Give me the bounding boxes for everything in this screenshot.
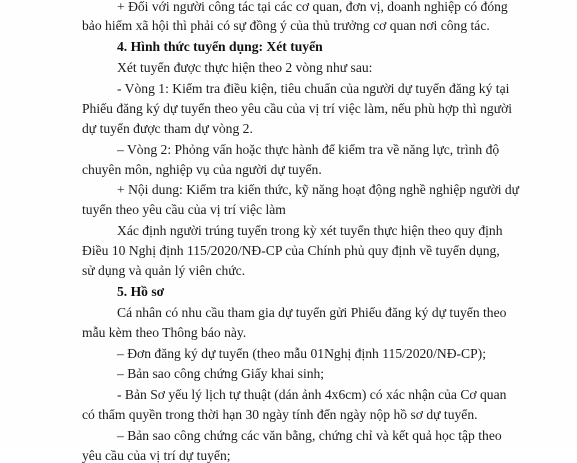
text-line: Xét tuyển được thực hiện theo 2 vòng như sau:	[117, 60, 373, 75]
section-heading: 4. Hình thức tuyển dụng: Xét tuyển	[117, 39, 323, 54]
text-line: tuyển theo yêu cầu của vị trí việc làm	[82, 202, 286, 217]
text-line: - Vòng 1: Kiểm tra điều kiện, tiêu chuẩn của người dự tuyển đăng ký tại	[117, 81, 510, 96]
text-line: Cá nhân có nhu cầu tham gia dự tuyển gửi Phiếu đăng ký dự tuyển theo	[117, 305, 507, 320]
text-line: dự tuyển được tham dự vòng 2.	[82, 121, 253, 136]
text-line: – Đơn đăng ký dự tuyển (theo mẫu 01Nghị định 115/2020/NĐ-CP);	[117, 346, 486, 361]
text-line: - Bản Sơ yếu lý lịch tự thuật (dán ảnh 4x6cm) có xác nhận của Cơ quan	[117, 387, 507, 402]
text-line: bảo hiểm xã hội thì phải có sự đồng ý của thủ trưởng cơ quan nơi công tác.	[82, 18, 490, 33]
text-line: có thẩm quyền trong thời hạn 30 ngày tính đến ngày nộp hồ sơ dự tuyển.	[82, 407, 478, 422]
section-heading: 5. Hồ sơ	[117, 284, 165, 299]
text-line: – Bản sao công chứng Giấy khai sinh;	[117, 366, 325, 381]
text-line: Phiếu đăng ký dự tuyển theo yêu cầu của vị trí việc làm, nếu phù hợp thì người	[82, 101, 513, 116]
text-line: Điều 10 Nghị định 115/2020/NĐ-CP của Chính phủ quy định về tuyển dụng,	[82, 243, 500, 258]
text-line: sử dụng và quản lý viên chức.	[82, 263, 246, 278]
text-line: chuyên môn, nghiệp vụ của người dự tuyển.	[82, 162, 322, 177]
text-line: + Đối với người công tác tại các cơ quan, đơn vị, doanh nghiệp có đóng	[117, 0, 508, 14]
text-line: Xác định người trúng tuyển trong kỳ xét tuyển thực hiện theo quy định	[117, 223, 503, 238]
text-line: mẫu kèm theo Thông báo này.	[82, 325, 247, 340]
text-line: – Bản sao công chứng các văn bằng, chứng chỉ và kết quả học tập theo	[117, 428, 502, 443]
text-line: – Vòng 2: Phỏng vấn hoặc thực hành để kiểm tra về năng lực, trình độ	[117, 142, 500, 157]
text-line: yêu cầu của vị trí dự tuyển;	[82, 448, 231, 463]
text-line: + Nội dung: Kiểm tra kiến thức, kỹ năng hoạt động nghề nghiệp người dự	[117, 182, 520, 197]
